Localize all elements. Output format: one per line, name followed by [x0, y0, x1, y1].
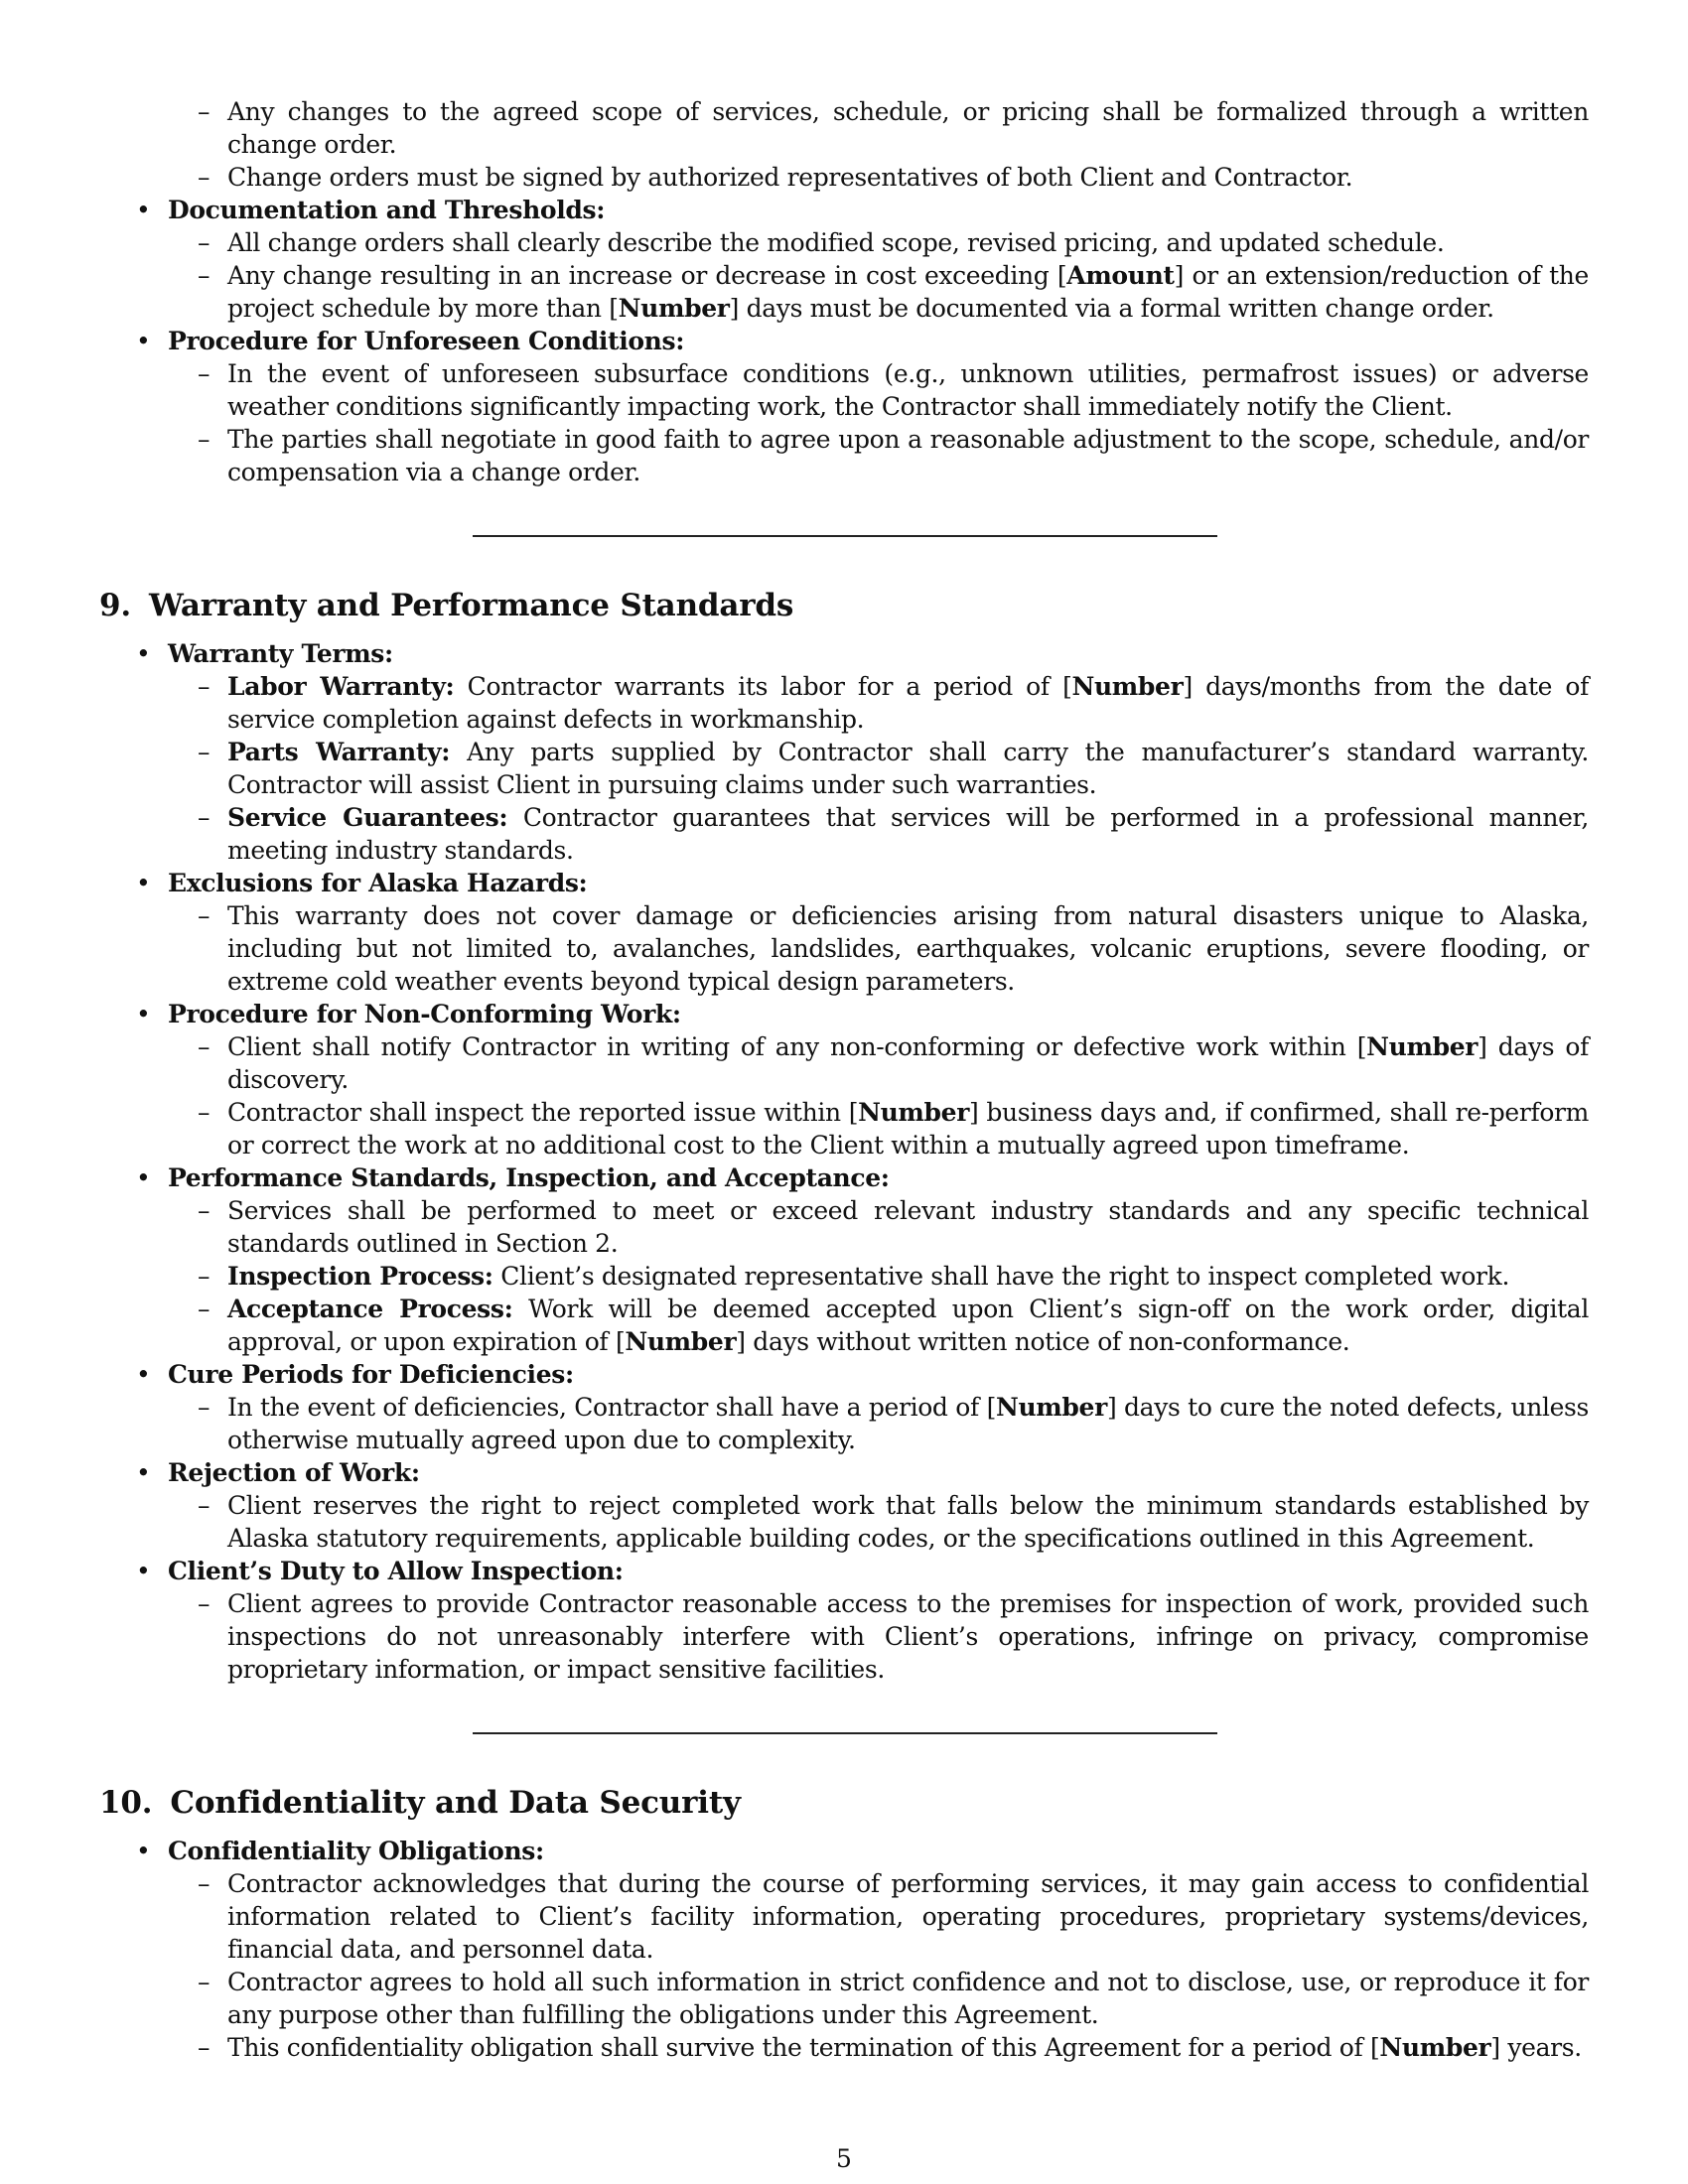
- sub-list: [168, 1867, 1589, 2064]
- section-9-list: [99, 637, 1589, 1686]
- sub-item-text: Change orders must be signed by authorized representatives of both Client and Contractor.: [227, 163, 1353, 192]
- sub-list-item: [99, 670, 1589, 736]
- sub-list-item: [99, 161, 1589, 194]
- section-10-heading: [99, 1783, 1589, 1823]
- sub-item-text: Contractor warrants its labor for a period of [Number] days/months from the date of service completion against defects in workmanship.: [227, 672, 1589, 734]
- sub-item-text: In the event of deficiencies, Contractor shall have a period of [Number] days to cure the noted defects, unless otherwise mutually agreed upon due to complexity.: [227, 1393, 1590, 1454]
- item-heading: Client’s Duty to Allow Inspection:: [168, 1557, 624, 1585]
- sub-item-lead: Acceptance Process:: [227, 1295, 513, 1323]
- list-item: [99, 1456, 1589, 1555]
- placeholder-field: Number: [625, 1327, 737, 1356]
- sub-item-text: Contractor agrees to hold all such information in strict confidence and not to disclose, use, or reproduce it for any purpose other than fulfilling the obligations under this Agreement.: [227, 1968, 1589, 2029]
- sub-item-text: This confidentiality obligation shall survive the termination of this Agreement for a period of [Number] years.: [227, 2033, 1582, 2062]
- placeholder-field: Number: [858, 1098, 970, 1127]
- item-heading: Procedure for Unforeseen Conditions:: [168, 327, 685, 355]
- placeholder-field: Number: [1366, 1032, 1478, 1061]
- list-item: [99, 637, 1589, 867]
- list-item: [99, 1161, 1589, 1358]
- section-9-heading: [99, 586, 1589, 625]
- placeholder-field: Amount: [1066, 261, 1175, 290]
- section-9-number: 9.: [99, 588, 131, 623]
- sub-list-item: [99, 1030, 1589, 1096]
- item-heading: Cure Periods for Deficiencies:: [168, 1360, 574, 1389]
- page-number: 5: [836, 2144, 852, 2173]
- sub-item-text: Client’s designated representative shall have the right to inspect completed work.: [500, 1262, 1510, 1291]
- sub-list: [168, 670, 1589, 867]
- item-heading: Warranty Terms:: [168, 639, 393, 668]
- sub-item-text: The parties shall negotiate in good faith to agree upon a reasonable adjustment to the scope, schedule, and/or compensation via a change order.: [227, 425, 1589, 486]
- sub-list: [168, 226, 1589, 325]
- sub-item-lead: Inspection Process:: [227, 1262, 493, 1291]
- sub-item-text: Contractor acknowledges that during the course of performing services, it may gain access to confidential information related to Client’s facility information, operating procedures, proprietary systems/devices, financial data, and personnel data.: [227, 1869, 1589, 1964]
- sub-item-text: Contractor guarantees that services will be performed in a professional manner, meeting industry standards.: [227, 803, 1589, 865]
- sub-item-text: Services shall be performed to meet or exceed relevant industry standards and any specific technical standards outlined in Section 2.: [227, 1196, 1589, 1258]
- list-item: [99, 325, 1589, 488]
- sub-list-item: [99, 899, 1589, 998]
- list-item: [99, 95, 1589, 194]
- placeholder-field: Number: [618, 294, 730, 323]
- placeholder-field: Number: [1071, 672, 1184, 701]
- sub-list-item: [99, 1966, 1589, 2031]
- sub-list-item: [99, 95, 1589, 161]
- sub-item-text: In the event of unforeseen subsurface conditions (e.g., unknown utilities, permafrost issues) or adverse weather conditions significantly impacting work, the Contractor shall immediately notify the Client.: [227, 359, 1589, 421]
- sub-list: [168, 1030, 1589, 1161]
- sub-list: [168, 899, 1589, 998]
- sub-list: [168, 95, 1589, 194]
- list-item: [99, 194, 1589, 325]
- section-divider: [99, 1686, 1589, 1783]
- sub-list-item: [99, 801, 1589, 867]
- item-heading: Rejection of Work:: [168, 1458, 420, 1487]
- placeholder-field: Number: [995, 1393, 1107, 1422]
- sub-item-text: Client reserves the right to reject completed work that falls below the minimum standards established by Alaska statutory requirements, applicable building codes, or the specifications outlined in this Agreement.: [227, 1491, 1589, 1553]
- item-heading: Documentation and Thresholds:: [168, 196, 606, 224]
- sub-item-lead: Parts Warranty:: [227, 738, 451, 766]
- section-10-number: 10.: [99, 1785, 153, 1821]
- sub-item-text: Any changes to the agreed scope of services, schedule, or pricing shall be formalized through a written change order.: [227, 97, 1589, 159]
- sub-item-text: Any change resulting in an increase or decrease in cost exceeding [Amount] or an extension/reduction of the project schedule by more than [Number] days must be documented via a formal written change order.: [227, 261, 1589, 323]
- sub-item-text: This warranty does not cover damage or deficiencies arising from natural disasters unique to Alaska, including but not limited to, avalanches, landslides, earthquakes, volcanic eruptions, severe flooding, or extreme cold weather events beyond typical design parameters.: [227, 901, 1589, 996]
- sub-list: [168, 1489, 1589, 1555]
- list-item: [99, 998, 1589, 1161]
- list-item: [99, 1358, 1589, 1456]
- section-9-title: Warranty and Performance Standards: [148, 588, 794, 623]
- sub-list: [168, 357, 1589, 488]
- sub-item-text: Client agrees to provide Contractor reasonable access to the premises for inspection of work, provided such inspections do not unreasonably interfere with Client’s operations, infringe on privacy, compromise proprietary information, or impact sensitive facilities.: [227, 1589, 1589, 1684]
- sub-list-item: [99, 736, 1589, 801]
- divider-line: [473, 1732, 1217, 1734]
- sub-item-text: Client shall notify Contractor in writing of any non-conforming or defective work within [Number] days of discovery.: [227, 1032, 1589, 1094]
- item-heading: Confidentiality Obligations:: [168, 1837, 544, 1865]
- sub-list-item: [99, 1391, 1589, 1456]
- sub-list: [168, 1194, 1589, 1358]
- sub-list-item: [99, 423, 1589, 488]
- sub-list-item: [99, 1260, 1589, 1293]
- sub-item-lead: Service Guarantees:: [227, 803, 508, 832]
- sub-list-item: [99, 1489, 1589, 1555]
- section-10: [99, 1783, 1589, 2064]
- sub-list-item: [99, 1293, 1589, 1358]
- sub-list-item: [99, 1867, 1589, 1966]
- sub-item-text: Any parts supplied by Contractor shall carry the manufacturer’s standard warranty. Contractor will assist Client in pursuing claims under such warranties.: [227, 738, 1589, 799]
- sub-item-lead: Labor Warranty:: [227, 672, 455, 701]
- item-heading: Procedure for Non-Conforming Work:: [168, 1000, 681, 1028]
- section-divider: [99, 488, 1589, 586]
- section-10-list: [99, 1835, 1589, 2064]
- sub-list-item: [99, 259, 1589, 325]
- list-item: [99, 1555, 1589, 1686]
- sub-item-text: Contractor shall inspect the reported issue within [Number] business days and, if confirmed, shall re-perform or correct the work at no additional cost to the Client within a mutually agreed upon timeframe.: [227, 1098, 1590, 1160]
- sub-list: [168, 1587, 1589, 1686]
- list-item: [99, 1835, 1589, 2064]
- sub-item-text: All change orders shall clearly describe the modified scope, revised pricing, and updated schedule.: [227, 228, 1445, 257]
- sub-item-text: Work will be deemed accepted upon Client’s sign-off on the work order, digital approval, or upon expiration of [Number] days without written notice of non-conformance.: [227, 1295, 1589, 1356]
- sub-list-item: [99, 2031, 1589, 2064]
- item-heading: Exclusions for Alaska Hazards:: [168, 869, 588, 897]
- divider-line: [473, 535, 1217, 537]
- sub-list-item: [99, 226, 1589, 259]
- continued-list: [99, 95, 1589, 488]
- placeholder-field: Number: [1379, 2033, 1491, 2062]
- sub-list-item: [99, 1587, 1589, 1686]
- section-9: [99, 586, 1589, 1686]
- sub-list-item: [99, 357, 1589, 423]
- sub-list: [168, 1391, 1589, 1456]
- page-content: [99, 95, 1589, 2064]
- sub-list-item: [99, 1096, 1589, 1161]
- section-10-title: Confidentiality and Data Security: [170, 1785, 741, 1821]
- sub-list-item: [99, 1194, 1589, 1260]
- list-item: [99, 867, 1589, 998]
- item-heading: Performance Standards, Inspection, and Acceptance:: [168, 1163, 890, 1192]
